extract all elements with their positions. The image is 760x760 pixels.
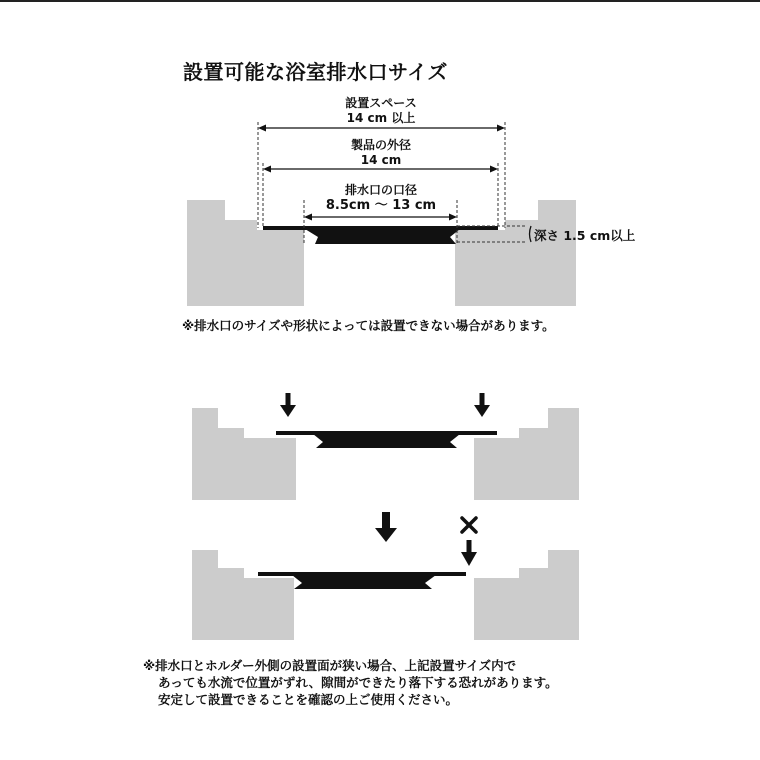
product-value: 14 cm [360, 153, 402, 167]
floor-block-left-3 [192, 550, 294, 640]
diagram-title: 設置可能な浴室排水口サイズ [183, 60, 448, 84]
cross-mark-icon [462, 518, 476, 532]
floor-block-left-2 [192, 408, 296, 500]
dim-line-drain [304, 214, 457, 221]
note-bottom-line3: 安定して設置できることを確認の上ご使用ください。 [158, 692, 459, 707]
floor-block-right-2 [474, 408, 579, 500]
note-bottom [143, 657, 558, 708]
product-label [316, 138, 446, 168]
bottom-diagram [192, 512, 579, 640]
note-bottom-line2: あっても水流で位置がずれ、隙間ができたり落下する恐れがあります。 [158, 675, 558, 690]
note-bottom-line1: ※排水口とホルダー外側の設置面が狭い場合、上記設置サイズ内で [143, 658, 517, 673]
drain-label [306, 183, 456, 213]
space-value: 14 cm 以上 [346, 111, 416, 125]
down-arrow-icon [375, 512, 397, 542]
drain-label-text: 排水口の口径 [344, 183, 417, 197]
middle-diagram [192, 393, 579, 500]
depth-label: 深さ 1.5 cm以上 [534, 228, 636, 243]
floor-block-right [455, 200, 576, 306]
product-label-text: 製品の外径 [350, 138, 411, 152]
holder-body-3 [292, 575, 436, 589]
note-top: ※排水口のサイズや形状によっては設置できない場合があります。 [182, 318, 555, 333]
floor-block-right-3 [474, 550, 579, 640]
holder-body-2 [313, 434, 460, 448]
drain-value: 8.5cm 〜 13 cm [325, 198, 437, 213]
down-arrow-icon [280, 393, 296, 417]
down-arrow-icon [474, 393, 490, 417]
floor-block-left [187, 200, 304, 306]
holder-body [305, 229, 460, 244]
space-label [316, 96, 446, 126]
down-arrow-icon [461, 540, 477, 566]
space-label-text: 設置スペース [345, 96, 417, 110]
